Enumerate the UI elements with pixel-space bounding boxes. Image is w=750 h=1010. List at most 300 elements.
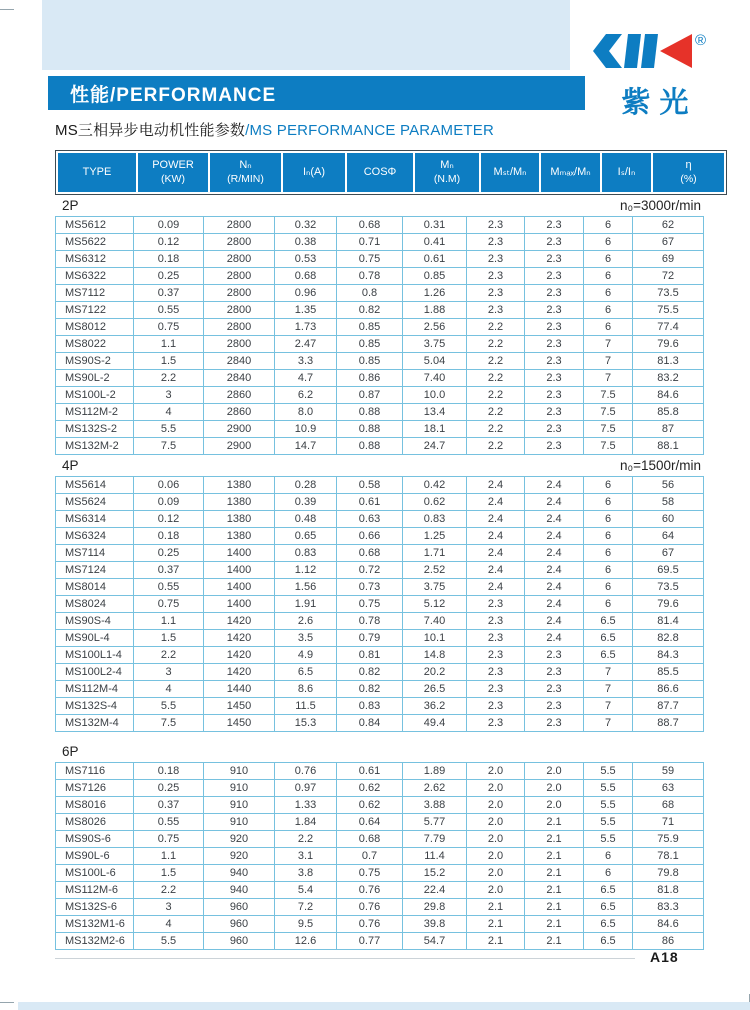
value-cell: 7: [584, 698, 633, 715]
motor-type-cell: MS8024: [56, 596, 134, 613]
footer-divider: [55, 958, 635, 959]
value-cell: 2.3: [525, 664, 584, 681]
column-header-line1: TYPE: [82, 165, 112, 178]
motor-type-cell: MS5614: [56, 477, 134, 494]
value-cell: 7: [584, 353, 633, 370]
value-cell: 1.26: [403, 285, 467, 302]
value-cell: 2.1: [525, 916, 584, 933]
value-cell: 7.5: [584, 438, 633, 455]
value-cell: 7.40: [403, 613, 467, 630]
value-cell: 2.62: [403, 780, 467, 797]
value-cell: 2.1: [525, 865, 584, 882]
value-cell: 0.71: [337, 234, 403, 251]
value-cell: 2.1: [467, 899, 525, 916]
value-cell: 7.79: [403, 831, 467, 848]
value-cell: 1380: [204, 494, 275, 511]
value-cell: 0.12: [134, 234, 204, 251]
value-cell: 2.0: [467, 763, 525, 780]
value-cell: 49.4: [403, 715, 467, 732]
value-cell: 22.4: [403, 882, 467, 899]
motor-type-cell: MS90S-4: [56, 613, 134, 630]
value-cell: 2.4: [467, 562, 525, 579]
value-cell: 2.0: [467, 780, 525, 797]
table-row: [56, 865, 704, 882]
value-cell: 67: [633, 234, 704, 251]
value-cell: 20.2: [403, 664, 467, 681]
page-title-zh: MS三相异步电动机性能参数: [55, 122, 246, 139]
value-cell: 6.5: [584, 933, 633, 950]
value-cell: 0.88: [337, 421, 403, 438]
motor-type-cell: MS90S-2: [56, 353, 134, 370]
value-cell: 10.9: [275, 421, 337, 438]
value-cell: 2.2: [134, 370, 204, 387]
value-cell: 1400: [204, 596, 275, 613]
column-header-6: [481, 153, 539, 192]
value-cell: 0.79: [337, 630, 403, 647]
value-cell: 1380: [204, 528, 275, 545]
value-cell: 0.12: [134, 511, 204, 528]
value-cell: 2.0: [525, 797, 584, 814]
value-cell: 24.7: [403, 438, 467, 455]
column-header-line1: Mₙ: [440, 159, 454, 172]
value-cell: 1420: [204, 664, 275, 681]
motor-type-cell: MS100L-6: [56, 865, 134, 882]
value-cell: 1.25: [403, 528, 467, 545]
table-row: [56, 217, 704, 234]
value-cell: 1.56: [275, 579, 337, 596]
table-sections: [55, 195, 703, 950]
value-cell: 2800: [204, 268, 275, 285]
table-row: [56, 596, 704, 613]
motor-type-cell: MS6322: [56, 268, 134, 285]
value-cell: 6: [584, 319, 633, 336]
value-cell: 0.63: [337, 511, 403, 528]
value-cell: 78.1: [633, 848, 704, 865]
table-row: [56, 814, 704, 831]
table-row: [56, 251, 704, 268]
table-row: [56, 681, 704, 698]
table-row: [56, 353, 704, 370]
value-cell: 12.6: [275, 933, 337, 950]
section-label: 6P: [62, 744, 79, 759]
motor-type-cell: MS100L-2: [56, 387, 134, 404]
value-cell: 1.91: [275, 596, 337, 613]
motor-type-cell: MS7112: [56, 285, 134, 302]
section-synchronous-speed: n₀=1500r/min: [619, 458, 701, 473]
value-cell: 0.81: [337, 647, 403, 664]
motor-type-cell: MS5624: [56, 494, 134, 511]
motor-type-cell: MS8016: [56, 797, 134, 814]
value-cell: 9.5: [275, 916, 337, 933]
motor-type-cell: MS90L-4: [56, 630, 134, 647]
motor-type-cell: MS7126: [56, 780, 134, 797]
value-cell: 0.18: [134, 528, 204, 545]
value-cell: 0.09: [134, 494, 204, 511]
table-row: [56, 763, 704, 780]
value-cell: 0.55: [134, 302, 204, 319]
column-header-5: [415, 153, 479, 192]
table-row: [56, 285, 704, 302]
table-row: [56, 613, 704, 630]
value-cell: 2.4: [467, 494, 525, 511]
value-cell: 0.72: [337, 562, 403, 579]
table-row: [56, 336, 704, 353]
value-cell: 2.3: [467, 630, 525, 647]
value-cell: 85.8: [633, 404, 704, 421]
value-cell: 0.55: [134, 579, 204, 596]
value-cell: 88.7: [633, 715, 704, 732]
table-row: [56, 319, 704, 336]
value-cell: 0.75: [337, 251, 403, 268]
value-cell: 0.75: [134, 319, 204, 336]
value-cell: 6.5: [584, 630, 633, 647]
value-cell: 6: [584, 234, 633, 251]
value-cell: 2.1: [525, 831, 584, 848]
value-cell: 2.3: [525, 387, 584, 404]
value-cell: 0.8: [337, 285, 403, 302]
value-cell: 0.18: [134, 251, 204, 268]
value-cell: 7.5: [584, 404, 633, 421]
value-cell: 0.68: [337, 831, 403, 848]
table-row: [56, 848, 704, 865]
value-cell: 2.0: [467, 865, 525, 882]
value-cell: 54.7: [403, 933, 467, 950]
value-cell: 2.3: [525, 285, 584, 302]
value-cell: 2.52: [403, 562, 467, 579]
value-cell: 2.3: [525, 251, 584, 268]
value-cell: 56: [633, 477, 704, 494]
table-row: [56, 562, 704, 579]
value-cell: 920: [204, 831, 275, 848]
value-cell: 960: [204, 916, 275, 933]
value-cell: 0.88: [337, 438, 403, 455]
value-cell: 2.3: [525, 715, 584, 732]
motor-type-cell: MS112M-6: [56, 882, 134, 899]
value-cell: 5.5: [134, 933, 204, 950]
value-cell: 6.5: [584, 613, 633, 630]
value-cell: 2860: [204, 387, 275, 404]
value-cell: 2.3: [467, 268, 525, 285]
value-cell: 1.84: [275, 814, 337, 831]
value-cell: 0.32: [275, 217, 337, 234]
table-row: [56, 545, 704, 562]
value-cell: 1400: [204, 545, 275, 562]
value-cell: 2.3: [525, 421, 584, 438]
value-cell: 5.5: [584, 831, 633, 848]
value-cell: 59: [633, 763, 704, 780]
value-cell: 1450: [204, 698, 275, 715]
value-cell: 0.82: [337, 302, 403, 319]
motor-type-cell: MS132S-2: [56, 421, 134, 438]
value-cell: 6: [584, 848, 633, 865]
table-row: [56, 579, 704, 596]
value-cell: 2900: [204, 421, 275, 438]
value-cell: 1.1: [134, 613, 204, 630]
value-cell: 2.2: [134, 647, 204, 664]
value-cell: 26.5: [403, 681, 467, 698]
value-cell: 0.37: [134, 562, 204, 579]
header-background-block: [42, 0, 570, 70]
banner-title: 性能/PERFORMANCE: [70, 84, 277, 106]
value-cell: 5.4: [275, 882, 337, 899]
motor-type-cell: MS132S-4: [56, 698, 134, 715]
value-cell: 63: [633, 780, 704, 797]
value-cell: 86: [633, 933, 704, 950]
table-header: [55, 150, 727, 195]
value-cell: 2.47: [275, 336, 337, 353]
value-cell: 960: [204, 933, 275, 950]
value-cell: 0.75: [337, 865, 403, 882]
value-cell: 0.76: [337, 916, 403, 933]
value-cell: 2.1: [525, 933, 584, 950]
value-cell: 13.4: [403, 404, 467, 421]
value-cell: 2800: [204, 251, 275, 268]
value-cell: 6: [584, 217, 633, 234]
value-cell: 29.8: [403, 899, 467, 916]
value-cell: 7.5: [134, 715, 204, 732]
value-cell: 6: [584, 545, 633, 562]
motor-type-cell: MS112M-4: [56, 681, 134, 698]
column-header-line2: (KW): [161, 172, 185, 185]
value-cell: 2.3: [467, 251, 525, 268]
value-cell: 0.96: [275, 285, 337, 302]
value-cell: 2800: [204, 319, 275, 336]
value-cell: 2.2: [467, 387, 525, 404]
value-cell: 1.33: [275, 797, 337, 814]
value-cell: 73.5: [633, 285, 704, 302]
value-cell: 72: [633, 268, 704, 285]
motor-type-cell: MS7116: [56, 763, 134, 780]
column-header-line2: (%): [680, 172, 697, 185]
value-cell: 5.5: [584, 797, 633, 814]
table-row: [56, 715, 704, 732]
column-header-line1: COSΦ: [363, 165, 397, 178]
value-cell: 2.2: [467, 438, 525, 455]
motor-type-cell: MS8022: [56, 336, 134, 353]
value-cell: 7.40: [403, 370, 467, 387]
value-cell: 2.3: [525, 647, 584, 664]
value-cell: 0.61: [337, 763, 403, 780]
value-cell: 1.5: [134, 865, 204, 882]
value-cell: 81.3: [633, 353, 704, 370]
value-cell: 2.2: [467, 421, 525, 438]
value-cell: 4.7: [275, 370, 337, 387]
value-cell: 2.4: [525, 596, 584, 613]
section-table-6P: [55, 762, 704, 950]
value-cell: 6: [584, 477, 633, 494]
column-header-9: [653, 153, 724, 192]
column-header-line1: Mₛₜ/Mₙ: [493, 165, 527, 178]
section-label: 2P: [62, 198, 79, 213]
motor-type-cell: MS112M-2: [56, 404, 134, 421]
value-cell: 3.8: [275, 865, 337, 882]
value-cell: 6: [584, 528, 633, 545]
table-row: [56, 370, 704, 387]
value-cell: 15.2: [403, 865, 467, 882]
column-header-0: [58, 153, 136, 192]
value-cell: 2.3: [467, 698, 525, 715]
value-cell: 0.85: [337, 319, 403, 336]
page-number: A18: [650, 949, 679, 965]
value-cell: 3: [134, 899, 204, 916]
value-cell: 5.5: [134, 421, 204, 438]
value-cell: 3.3: [275, 353, 337, 370]
value-cell: 58: [633, 494, 704, 511]
value-cell: 6.5: [584, 916, 633, 933]
table-row: [56, 664, 704, 681]
value-cell: 0.97: [275, 780, 337, 797]
value-cell: 1440: [204, 681, 275, 698]
value-cell: 0.68: [275, 268, 337, 285]
value-cell: 2.0: [467, 848, 525, 865]
value-cell: 0.25: [134, 780, 204, 797]
value-cell: 0.76: [337, 882, 403, 899]
value-cell: 2.4: [525, 511, 584, 528]
column-header-line1: Iₛ/Iₙ: [617, 165, 636, 178]
value-cell: 0.39: [275, 494, 337, 511]
section-header-4P: [55, 455, 703, 476]
value-cell: 7.5: [584, 387, 633, 404]
column-header-line1: η: [685, 159, 692, 172]
column-header-line2: (N.M): [433, 172, 461, 185]
motor-type-cell: MS7124: [56, 562, 134, 579]
motor-type-cell: MS5622: [56, 234, 134, 251]
value-cell: 2.2: [467, 353, 525, 370]
value-cell: 0.66: [337, 528, 403, 545]
value-cell: 0.25: [134, 268, 204, 285]
value-cell: 1.89: [403, 763, 467, 780]
value-cell: 14.8: [403, 647, 467, 664]
value-cell: 0.62: [337, 780, 403, 797]
page-title: [55, 119, 494, 140]
section-header-2P: [55, 195, 703, 216]
value-cell: 2.3: [467, 217, 525, 234]
column-header-4: [347, 153, 413, 192]
value-cell: 0.55: [134, 814, 204, 831]
value-cell: 1400: [204, 562, 275, 579]
value-cell: 1380: [204, 477, 275, 494]
value-cell: 6: [584, 865, 633, 882]
value-cell: 2.4: [525, 545, 584, 562]
value-cell: 82.8: [633, 630, 704, 647]
value-cell: 2.3: [525, 698, 584, 715]
value-cell: 7.5: [134, 438, 204, 455]
value-cell: 2.6: [275, 613, 337, 630]
value-cell: 5.5: [134, 698, 204, 715]
value-cell: 910: [204, 814, 275, 831]
column-header-3: [283, 153, 345, 192]
value-cell: 0.84: [337, 715, 403, 732]
value-cell: 2.3: [467, 613, 525, 630]
section-banner: [48, 76, 585, 110]
value-cell: 0.38: [275, 234, 337, 251]
value-cell: 86.6: [633, 681, 704, 698]
motor-type-cell: MS6312: [56, 251, 134, 268]
motor-type-cell: MS100L1-4: [56, 647, 134, 664]
table-row: [56, 494, 704, 511]
section-header-6P: [55, 741, 703, 762]
value-cell: 0.37: [134, 285, 204, 302]
value-cell: 2.4: [525, 562, 584, 579]
value-cell: 84.3: [633, 647, 704, 664]
value-cell: 2.3: [467, 596, 525, 613]
header-row: [58, 153, 724, 192]
value-cell: 2.4: [467, 511, 525, 528]
table-row: [56, 630, 704, 647]
table-row: [56, 647, 704, 664]
value-cell: 3.75: [403, 579, 467, 596]
value-cell: 1400: [204, 579, 275, 596]
value-cell: 2.1: [525, 848, 584, 865]
value-cell: 75.9: [633, 831, 704, 848]
value-cell: 2.3: [525, 681, 584, 698]
value-cell: 3.75: [403, 336, 467, 353]
value-cell: 0.7: [337, 848, 403, 865]
value-cell: 6: [584, 302, 633, 319]
value-cell: 88.1: [633, 438, 704, 455]
motor-type-cell: MS7114: [56, 545, 134, 562]
value-cell: 2.2: [467, 370, 525, 387]
value-cell: 6: [584, 562, 633, 579]
value-cell: 87.7: [633, 698, 704, 715]
value-cell: 2840: [204, 370, 275, 387]
value-cell: 0.85: [337, 336, 403, 353]
table-row: [56, 933, 704, 950]
value-cell: 0.09: [134, 217, 204, 234]
column-header-1: [138, 153, 208, 192]
motor-type-cell: MS8012: [56, 319, 134, 336]
value-cell: 11.5: [275, 698, 337, 715]
motor-type-cell: MS6314: [56, 511, 134, 528]
value-cell: 0.87: [337, 387, 403, 404]
value-cell: 5.04: [403, 353, 467, 370]
motor-type-cell: MS100L2-4: [56, 664, 134, 681]
value-cell: 1.1: [134, 336, 204, 353]
value-cell: 6: [584, 251, 633, 268]
value-cell: 1.71: [403, 545, 467, 562]
value-cell: 7.5: [584, 421, 633, 438]
crop-mark-top-left: [0, 9, 14, 18]
value-cell: 0.64: [337, 814, 403, 831]
column-header-line1: Iₙ(A): [302, 165, 326, 178]
value-cell: 14.7: [275, 438, 337, 455]
value-cell: 81.8: [633, 882, 704, 899]
value-cell: 2.3: [525, 319, 584, 336]
value-cell: 2.1: [525, 814, 584, 831]
value-cell: 2.1: [525, 899, 584, 916]
logo-brand-name: 紫光: [621, 87, 698, 119]
value-cell: 18.1: [403, 421, 467, 438]
value-cell: 2.3: [525, 336, 584, 353]
value-cell: 79.8: [633, 865, 704, 882]
value-cell: 910: [204, 797, 275, 814]
value-cell: 0.48: [275, 511, 337, 528]
value-cell: 0.58: [337, 477, 403, 494]
value-cell: 0.82: [337, 664, 403, 681]
value-cell: 67: [633, 545, 704, 562]
motor-type-cell: MS8014: [56, 579, 134, 596]
value-cell: 79.6: [633, 596, 704, 613]
table-row: [56, 882, 704, 899]
value-cell: 2800: [204, 285, 275, 302]
motor-type-cell: MS132M1-6: [56, 916, 134, 933]
value-cell: 6: [584, 579, 633, 596]
value-cell: 7: [584, 664, 633, 681]
motor-type-cell: MS8026: [56, 814, 134, 831]
table-row: [56, 831, 704, 848]
motor-type-cell: MS5612: [56, 217, 134, 234]
value-cell: 6.5: [275, 664, 337, 681]
